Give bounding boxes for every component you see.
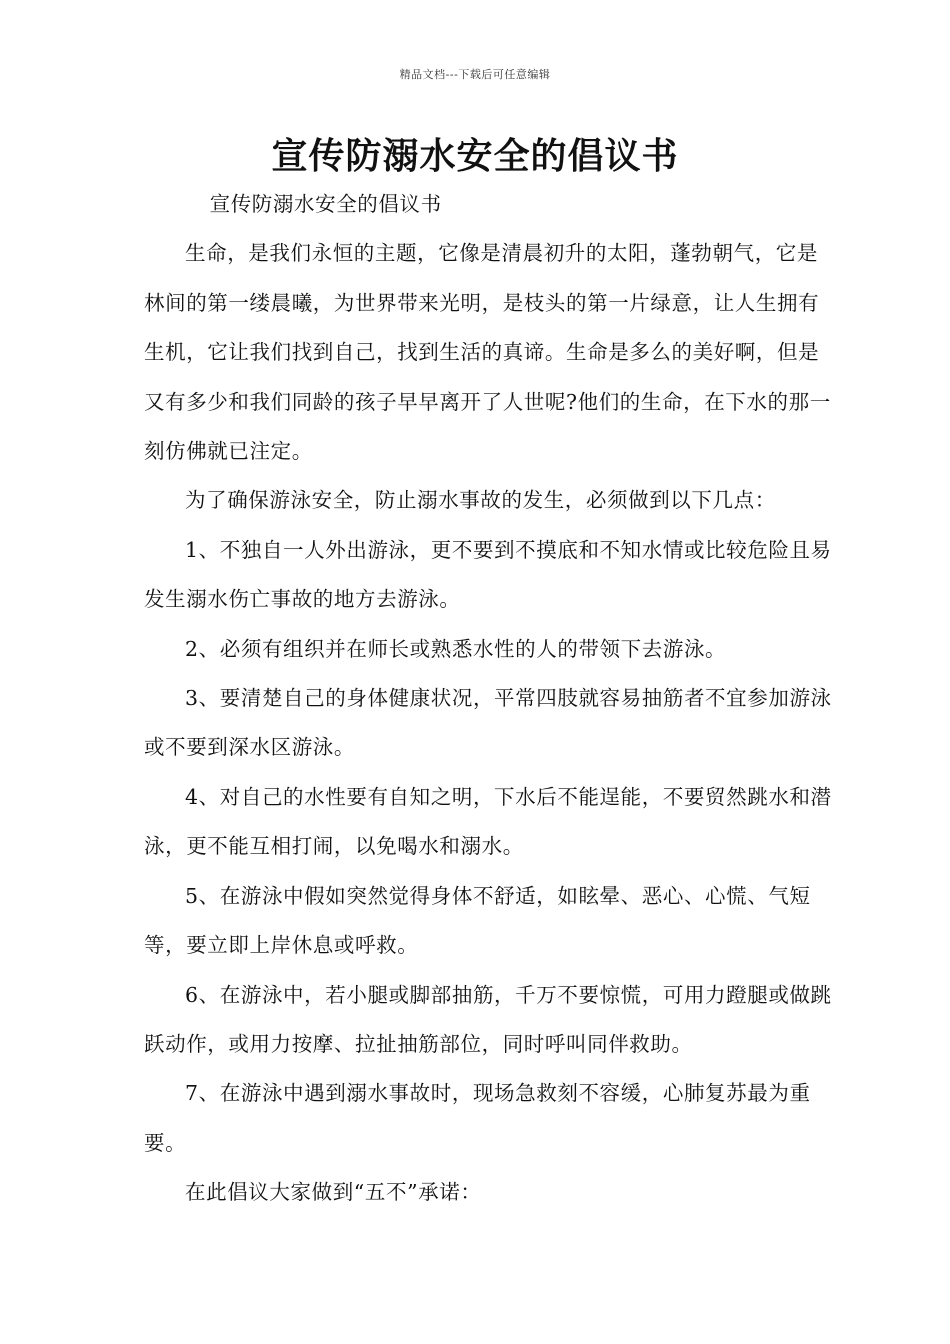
paragraph-item-4: 4、对自己的水性要有自知之明，下水后不能逞能，不要贸然跳水和潜泳，更不能互相打闹，以免喝水和溺水。 bbox=[144, 784, 832, 859]
paragraph-requirements-lead: 为了确保游泳安全，防止溺水事故的发生，必须做到以下几点： bbox=[185, 488, 776, 513]
paragraph-pledge-lead: 在此倡议大家做到“五不”承诺： bbox=[185, 1180, 482, 1205]
document-subtitle: 宣传防溺水安全的倡议书 bbox=[209, 192, 442, 216]
paragraph-item-3: 3、要清楚自己的身体健康状况，平常四肢就容易抽筋者不宜参加游泳或不要到深水区游泳。 bbox=[144, 686, 832, 760]
paragraph-item-1: 1、不独自一人外出游泳，更不要到不摸底和不知水情或比较危险且易发生溺水伤亡事故的地方去游泳。 bbox=[144, 537, 832, 612]
document-body bbox=[144, 180, 834, 1218]
paragraph-item-2: 2、必须有组织并在师长或熟悉水性的人的带领下去游泳。 bbox=[185, 636, 727, 661]
paragraph-item-6: 6、在游泳中，若小腿或脚部抽筋，千万不要惊慌，可用力蹬腿或做跳跃动作，或用力按摩、拉扯抽筋部位，同时呼叫同伴救助。 bbox=[144, 982, 832, 1056]
header-note: 精品文档---下载后可任意编辑 bbox=[399, 68, 551, 81]
paragraph-item-7: 7、在游泳中遇到溺水事故时，现场急救刻不容缓，心肺复苏最为重要。 bbox=[144, 1081, 811, 1155]
document-title: 宣传防溺水安全的倡议书 bbox=[271, 136, 679, 177]
paragraph-intro: 生命，是我们永恒的主题，它像是清晨初升的太阳，蓬勃朝气，它是林间的第一缕晨曦，为世界带来光明，是枝头的第一片绿意，让人生拥有生机，它让我们找到自己，找到生活的真谛。生命是多么的美好啊，但是又有多少和我们同龄的孩子早早离开了人世呢?他们的生命，在下水的那一刻仿佛就已注定。 bbox=[144, 241, 831, 464]
paragraph-item-5: 5、在游泳中假如突然觉得身体不舒适，如眩晕、恶心、心慌、气短等，要立即上岸休息或呼救。 bbox=[144, 883, 811, 958]
